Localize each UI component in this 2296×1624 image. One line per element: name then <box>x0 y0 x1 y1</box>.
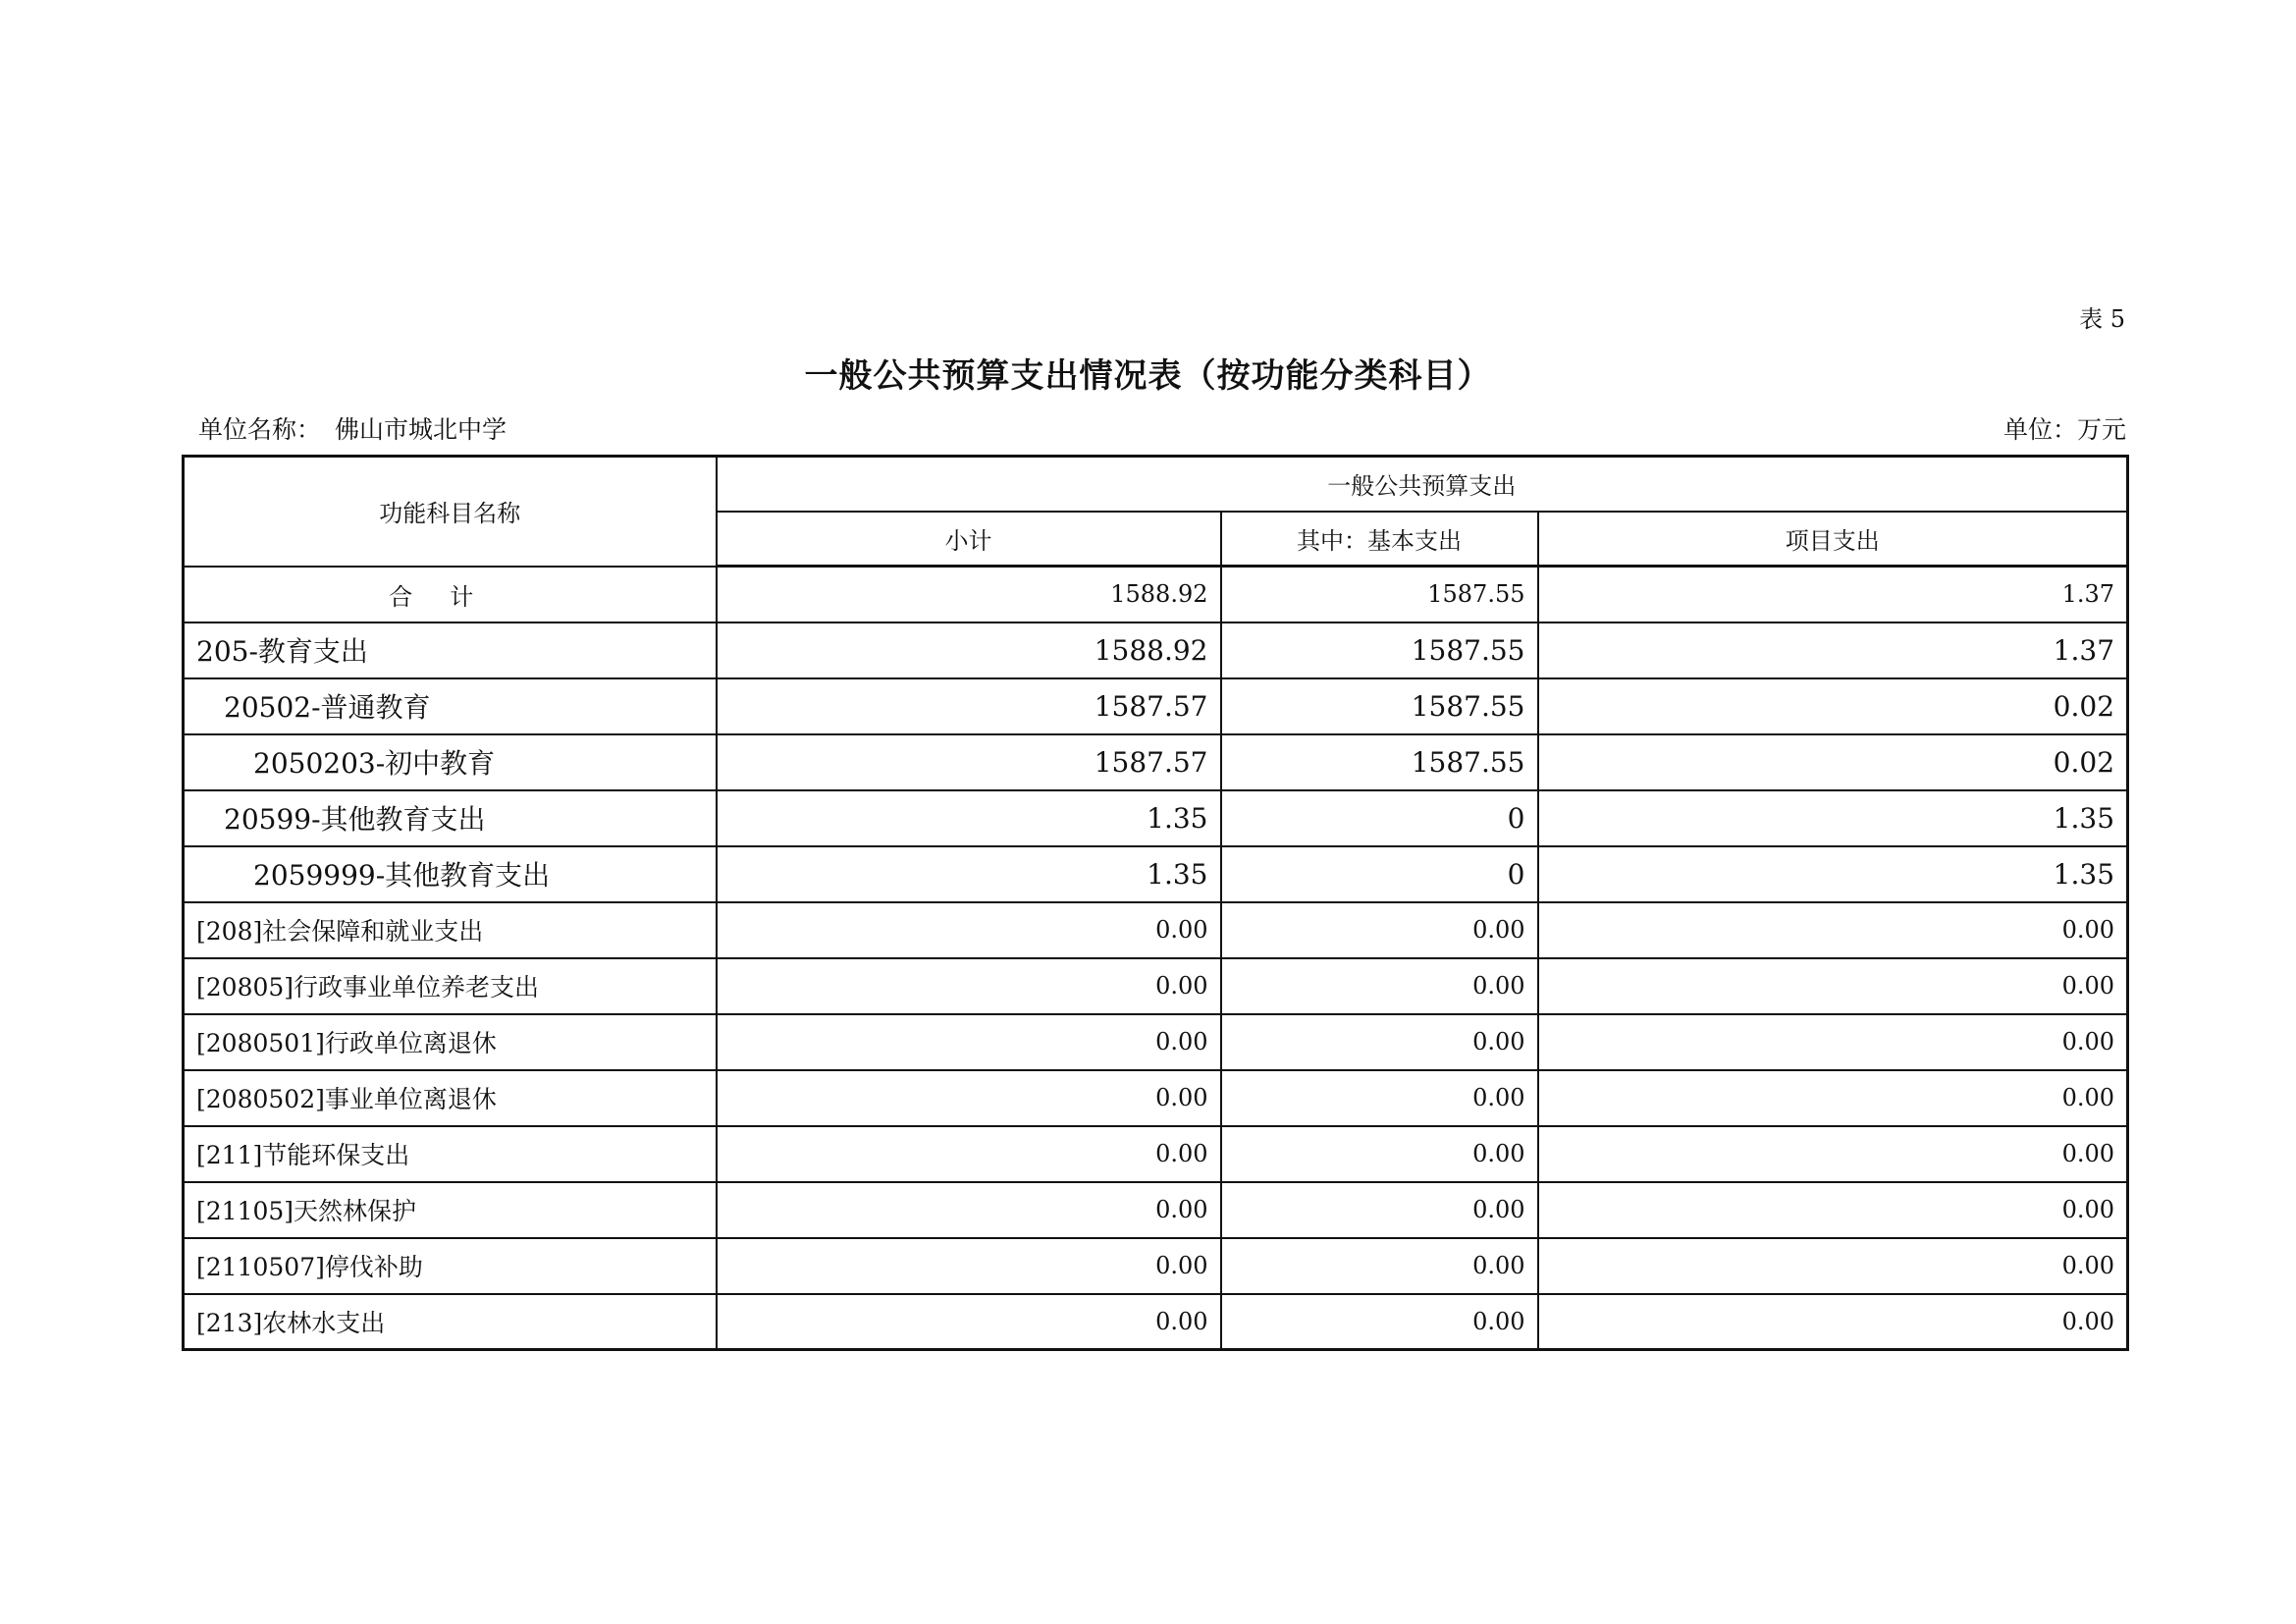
row-basic: 0.00 <box>1221 1014 1538 1070</box>
col-header-name: 功能科目名称 <box>184 457 717 567</box>
row-project: 0.00 <box>1538 1182 2128 1238</box>
row-basic: 0 <box>1221 790 1538 846</box>
row-name: [2080502]事业单位离退休 <box>184 1070 717 1126</box>
row-name: [2110507]停伐补助 <box>184 1238 717 1294</box>
unit-name-label: 单位名称： <box>198 415 322 444</box>
row-basic: 0.00 <box>1221 958 1538 1014</box>
col-header-subtotal: 小计 <box>717 512 1221 567</box>
table-row <box>184 734 2128 790</box>
table-row <box>184 1070 2128 1126</box>
row-subtotal: 0.00 <box>717 1182 1221 1238</box>
row-name: 205-教育支出 <box>184 623 717 678</box>
row-subtotal: 0.00 <box>717 1294 1221 1350</box>
row-project: 0.00 <box>1538 1014 2128 1070</box>
table-row <box>184 678 2128 734</box>
row-basic: 0.00 <box>1221 1238 1538 1294</box>
row-subtotal: 1.35 <box>717 790 1221 846</box>
table-row <box>184 902 2128 958</box>
row-subtotal: 1588.92 <box>717 623 1221 678</box>
row-subtotal: 1.35 <box>717 846 1221 902</box>
table-row <box>184 1126 2128 1182</box>
total-label: 合计 <box>184 567 717 623</box>
row-basic: 1587.55 <box>1221 678 1538 734</box>
row-name: 2050203-初中教育 <box>184 734 717 790</box>
row-project: 0.00 <box>1538 1238 2128 1294</box>
table-row <box>184 846 2128 902</box>
row-project: 0.02 <box>1538 734 2128 790</box>
row-subtotal: 0.00 <box>717 1126 1221 1182</box>
table-row <box>184 1294 2128 1350</box>
table-number: 表 5 <box>2079 305 2125 333</box>
row-name: [21105]天然林保护 <box>184 1182 717 1238</box>
row-subtotal: 0.00 <box>717 1014 1221 1070</box>
row-project: 0.00 <box>1538 958 2128 1014</box>
row-project: 1.35 <box>1538 846 2128 902</box>
row-project: 1.37 <box>1538 623 2128 678</box>
row-project: 0.00 <box>1538 1070 2128 1126</box>
row-project: 0.02 <box>1538 678 2128 734</box>
row-basic: 0.00 <box>1221 1182 1538 1238</box>
row-name: [208]社会保障和就业支出 <box>184 902 717 958</box>
unit-name-line <box>198 410 507 446</box>
row-basic: 0.00 <box>1221 1070 1538 1126</box>
total-basic: 1587.55 <box>1221 567 1538 623</box>
row-basic: 0 <box>1221 846 1538 902</box>
row-name: 20599-其他教育支出 <box>184 790 717 846</box>
table-row <box>184 1014 2128 1070</box>
row-subtotal: 0.00 <box>717 1238 1221 1294</box>
row-basic: 0.00 <box>1221 1294 1538 1350</box>
unit-name-value: 佛山市城北中学 <box>335 415 507 444</box>
row-subtotal: 0.00 <box>717 1070 1221 1126</box>
row-basic: 0.00 <box>1221 1126 1538 1182</box>
row-subtotal: 1587.57 <box>717 678 1221 734</box>
row-subtotal: 1587.57 <box>717 734 1221 790</box>
table-row <box>184 623 2128 678</box>
row-project: 0.00 <box>1538 1294 2128 1350</box>
currency-unit: 单位：万元 <box>2002 415 2126 444</box>
row-name: 20502-普通教育 <box>184 678 717 734</box>
row-project: 0.00 <box>1538 902 2128 958</box>
row-basic: 1587.55 <box>1221 623 1538 678</box>
table-row <box>184 958 2128 1014</box>
page-title: 一般公共预算支出情况表（按功能分类科目） <box>804 356 1492 396</box>
total-project: 1.37 <box>1538 567 2128 623</box>
col-group-header: 一般公共预算支出 <box>717 457 2128 512</box>
row-name: [213]农林水支出 <box>184 1294 717 1350</box>
col-header-basic: 其中：基本支出 <box>1221 512 1538 567</box>
table-row <box>184 790 2128 846</box>
total-subtotal: 1588.92 <box>717 567 1221 623</box>
row-basic: 1587.55 <box>1221 734 1538 790</box>
table-row <box>184 1238 2128 1294</box>
row-project: 0.00 <box>1538 1126 2128 1182</box>
row-name: 2059999-其他教育支出 <box>184 846 717 902</box>
row-subtotal: 0.00 <box>717 958 1221 1014</box>
row-name: [211]节能环保支出 <box>184 1126 717 1182</box>
row-name: [2080501]行政单位离退休 <box>184 1014 717 1070</box>
row-name: [20805]行政事业单位养老支出 <box>184 958 717 1014</box>
col-header-project: 项目支出 <box>1538 512 2128 567</box>
budget-table <box>182 455 2129 1351</box>
row-subtotal: 0.00 <box>717 902 1221 958</box>
total-row <box>184 567 2128 623</box>
row-project: 1.35 <box>1538 790 2128 846</box>
row-basic: 0.00 <box>1221 902 1538 958</box>
table-row <box>184 1182 2128 1238</box>
